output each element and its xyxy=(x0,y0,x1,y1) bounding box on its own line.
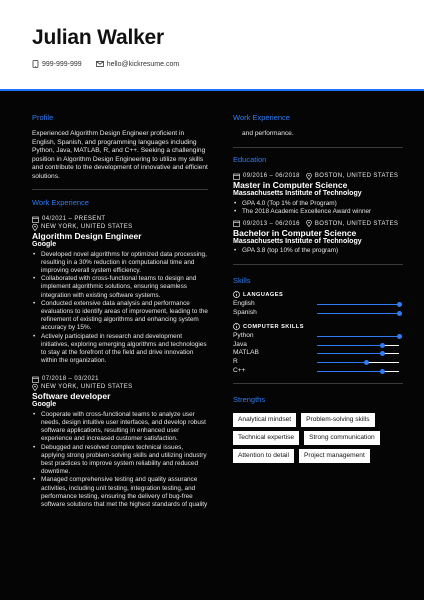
location-text: NEW YORK, UNITED STATES xyxy=(41,384,133,391)
strength-tag: Attention to detail xyxy=(233,449,294,463)
list-item: • Managed comprehensive testing and quality assurance activities, including unit testing, integration testing, and performance testing, ensuring the delivery of bug-free software solutions that met the highest standards of quality xyxy=(32,476,208,509)
strength-tag: Problem-solving skills xyxy=(301,413,374,427)
skill-name: English xyxy=(233,300,255,307)
strength-tag: Analytical mindset xyxy=(233,413,296,427)
skill-level-handle xyxy=(380,343,385,348)
section-divider xyxy=(233,383,403,384)
job-location xyxy=(32,383,208,391)
computer-skills-list xyxy=(233,332,403,375)
education-section xyxy=(233,155,403,275)
calendar-icon xyxy=(233,173,240,180)
resume-header xyxy=(0,0,424,90)
calendar-icon xyxy=(32,216,39,223)
location-pin-icon xyxy=(306,220,312,227)
location-pin-icon xyxy=(306,173,312,180)
education-heading: Education xyxy=(233,155,267,164)
skill-name: MATLAB xyxy=(233,349,259,357)
degree-title: Master in Computer Science xyxy=(233,180,348,190)
education-bullets xyxy=(233,247,403,255)
email-contact xyxy=(96,61,179,68)
job-title: Algorithm Design Engineer xyxy=(32,231,142,241)
job-dates xyxy=(32,375,208,383)
job-entry xyxy=(32,215,208,365)
work-section xyxy=(32,198,208,509)
strengths-section xyxy=(233,395,403,463)
mail-icon xyxy=(96,61,104,67)
skill-bar-fill xyxy=(317,353,383,354)
list-item: • Conducted extensive data analysis and performance evaluations to identify areas of improvement, leading to the refinement of existing algorithms and enhancing system accuracy by 15%. xyxy=(32,300,208,333)
job-entry xyxy=(32,375,208,509)
skill-level-handle xyxy=(397,302,402,307)
work-heading: Work Experience xyxy=(32,198,89,207)
skill-bar xyxy=(317,336,399,337)
skill-row xyxy=(233,349,403,358)
profile-text: Experienced Algorithm Design Engineer proficient in English, Spanish, and programming languages including Python, Java, MATLAB, R, and C++. Seeking a challenging position in Algorithm Design Engineering to utilize my skills and contribute to the development of innovative and efficient solutions. xyxy=(32,130,208,180)
skill-row xyxy=(233,341,403,350)
company-name: Google xyxy=(32,401,57,409)
company-name: Google xyxy=(32,241,57,248)
list-item: • The 2018 Academic Excellence Award winner xyxy=(233,208,403,216)
work-continued-heading: Work Experience xyxy=(233,113,290,122)
job-dates xyxy=(32,215,208,223)
candidate-name: Julian Walker xyxy=(32,26,165,49)
resume-body xyxy=(0,91,424,600)
list-item: • Cooperate with cross-functional teams to analyze user needs, design intuitive user interfaces, and develop robust software applications, resulting in enhanced user experience and increased customer satisfaction. xyxy=(32,411,208,444)
section-divider xyxy=(32,189,208,190)
education-meta xyxy=(233,172,403,180)
skill-bar xyxy=(317,353,399,354)
languages-list xyxy=(233,300,403,317)
skill-level-handle xyxy=(380,351,385,356)
date-range: 07/2018 – 03/2021 xyxy=(42,376,99,383)
skill-bar xyxy=(317,313,399,314)
phone-number: 999-999-999 xyxy=(42,60,82,68)
education-entry xyxy=(233,172,403,216)
skill-name: Java xyxy=(233,340,247,348)
phone-contact xyxy=(32,60,82,68)
school-name: Massachusetts Institute of Technology xyxy=(233,237,362,245)
strengths-heading: Strengths xyxy=(233,395,266,404)
skill-bar-fill xyxy=(317,345,383,346)
skill-bar xyxy=(317,371,399,372)
location-text: BOSTON, UNITED STATES xyxy=(314,173,399,179)
computer-skills-label: COMPUTER SKILLS xyxy=(243,323,304,330)
skill-bar xyxy=(317,345,399,346)
education-bullets xyxy=(233,200,403,216)
skill-bar-fill xyxy=(317,371,383,372)
skill-bar-fill xyxy=(317,336,399,337)
list-item: • Debugged and resolved complex technical issues, applying strong problem-solving skills and utilizing industry best practices to improve system reliability and reduced downtime. xyxy=(32,444,208,477)
skills-section xyxy=(233,276,403,394)
skill-bar-fill xyxy=(317,304,399,305)
skill-level-handle xyxy=(364,360,369,365)
skill-bar xyxy=(317,304,399,305)
strengths-tags xyxy=(233,413,403,463)
computer-skills-heading xyxy=(233,323,403,330)
phone-icon xyxy=(32,60,39,68)
info-circle-icon xyxy=(233,291,240,298)
calendar-icon xyxy=(32,376,39,383)
strength-tag: Project management xyxy=(299,449,370,463)
job-bullets xyxy=(32,251,208,366)
location-text: BOSTON, UNITED STATES xyxy=(314,220,399,227)
degree-title: Bachelor in Computer Science xyxy=(233,227,357,238)
profile-section xyxy=(32,113,208,200)
job-title: Software developer xyxy=(32,391,111,402)
date-range: 09/2013 – 06/2016 xyxy=(243,220,300,227)
school-name: Massachusetts Institute of Technology xyxy=(233,190,362,197)
skill-row xyxy=(233,367,403,376)
education-meta xyxy=(233,220,403,228)
list-item: • GPA 3.8 (top 10% of the program) xyxy=(233,247,403,255)
list-item: • Actively participated in research and development initiatives, exploring emerging algorithms and technologies to stay at the forefront of the field and drive innovation within the organization. xyxy=(32,333,208,366)
strength-tag: Technical expertise xyxy=(233,431,299,445)
calendar-icon xyxy=(233,220,240,227)
list-item: • Collaborated with cross-functional teams to design and implement algorithmic solutions, ensuring seamless integration with existing software systems. xyxy=(32,275,208,300)
skill-row xyxy=(233,332,403,341)
skill-level-handle xyxy=(380,369,385,374)
skill-name: R xyxy=(233,357,238,365)
location-pin-icon xyxy=(32,224,38,231)
info-circle-icon xyxy=(233,323,240,330)
skill-name: Spanish xyxy=(233,308,257,316)
skill-level-handle xyxy=(397,311,402,316)
education-entry xyxy=(233,220,403,256)
languages-label: LANGUAGES xyxy=(243,291,284,298)
job-bullets xyxy=(32,411,208,509)
list-item: • Developed novel algorithms for optimized data processing, resulting in a 30% reduction in computational time and improving overall system efficiency. xyxy=(32,251,208,276)
section-divider xyxy=(233,147,403,148)
skill-name: Python xyxy=(233,332,254,340)
job-location xyxy=(32,223,208,231)
work-continued-section xyxy=(233,113,403,158)
skill-row xyxy=(233,358,403,367)
date-range: 04/2021 – PRESENT xyxy=(42,216,106,222)
skill-bar xyxy=(317,362,399,363)
skill-row xyxy=(233,309,403,318)
date-range: 09/2016 – 06/2018 xyxy=(243,173,300,179)
skill-name: C++ xyxy=(233,366,246,374)
skill-row xyxy=(233,300,403,309)
email-address: hello@kickresume.com xyxy=(106,60,180,68)
contact-info xyxy=(32,60,179,68)
languages-heading xyxy=(233,291,403,298)
strength-tag: Strong communication xyxy=(304,431,380,445)
skill-bar-fill xyxy=(317,313,399,314)
profile-heading: Profile xyxy=(32,113,54,122)
skill-bar-fill xyxy=(317,362,366,363)
work-continued-text: and performance. xyxy=(242,130,294,137)
section-divider xyxy=(233,264,403,265)
skill-level-handle xyxy=(397,334,402,339)
list-item: • GPA 4.0 (Top 1% of the Program) xyxy=(233,200,403,208)
location-text: NEW YORK, UNITED STATES xyxy=(41,224,133,230)
skills-heading: Skills xyxy=(233,276,251,285)
location-pin-icon xyxy=(32,384,38,391)
